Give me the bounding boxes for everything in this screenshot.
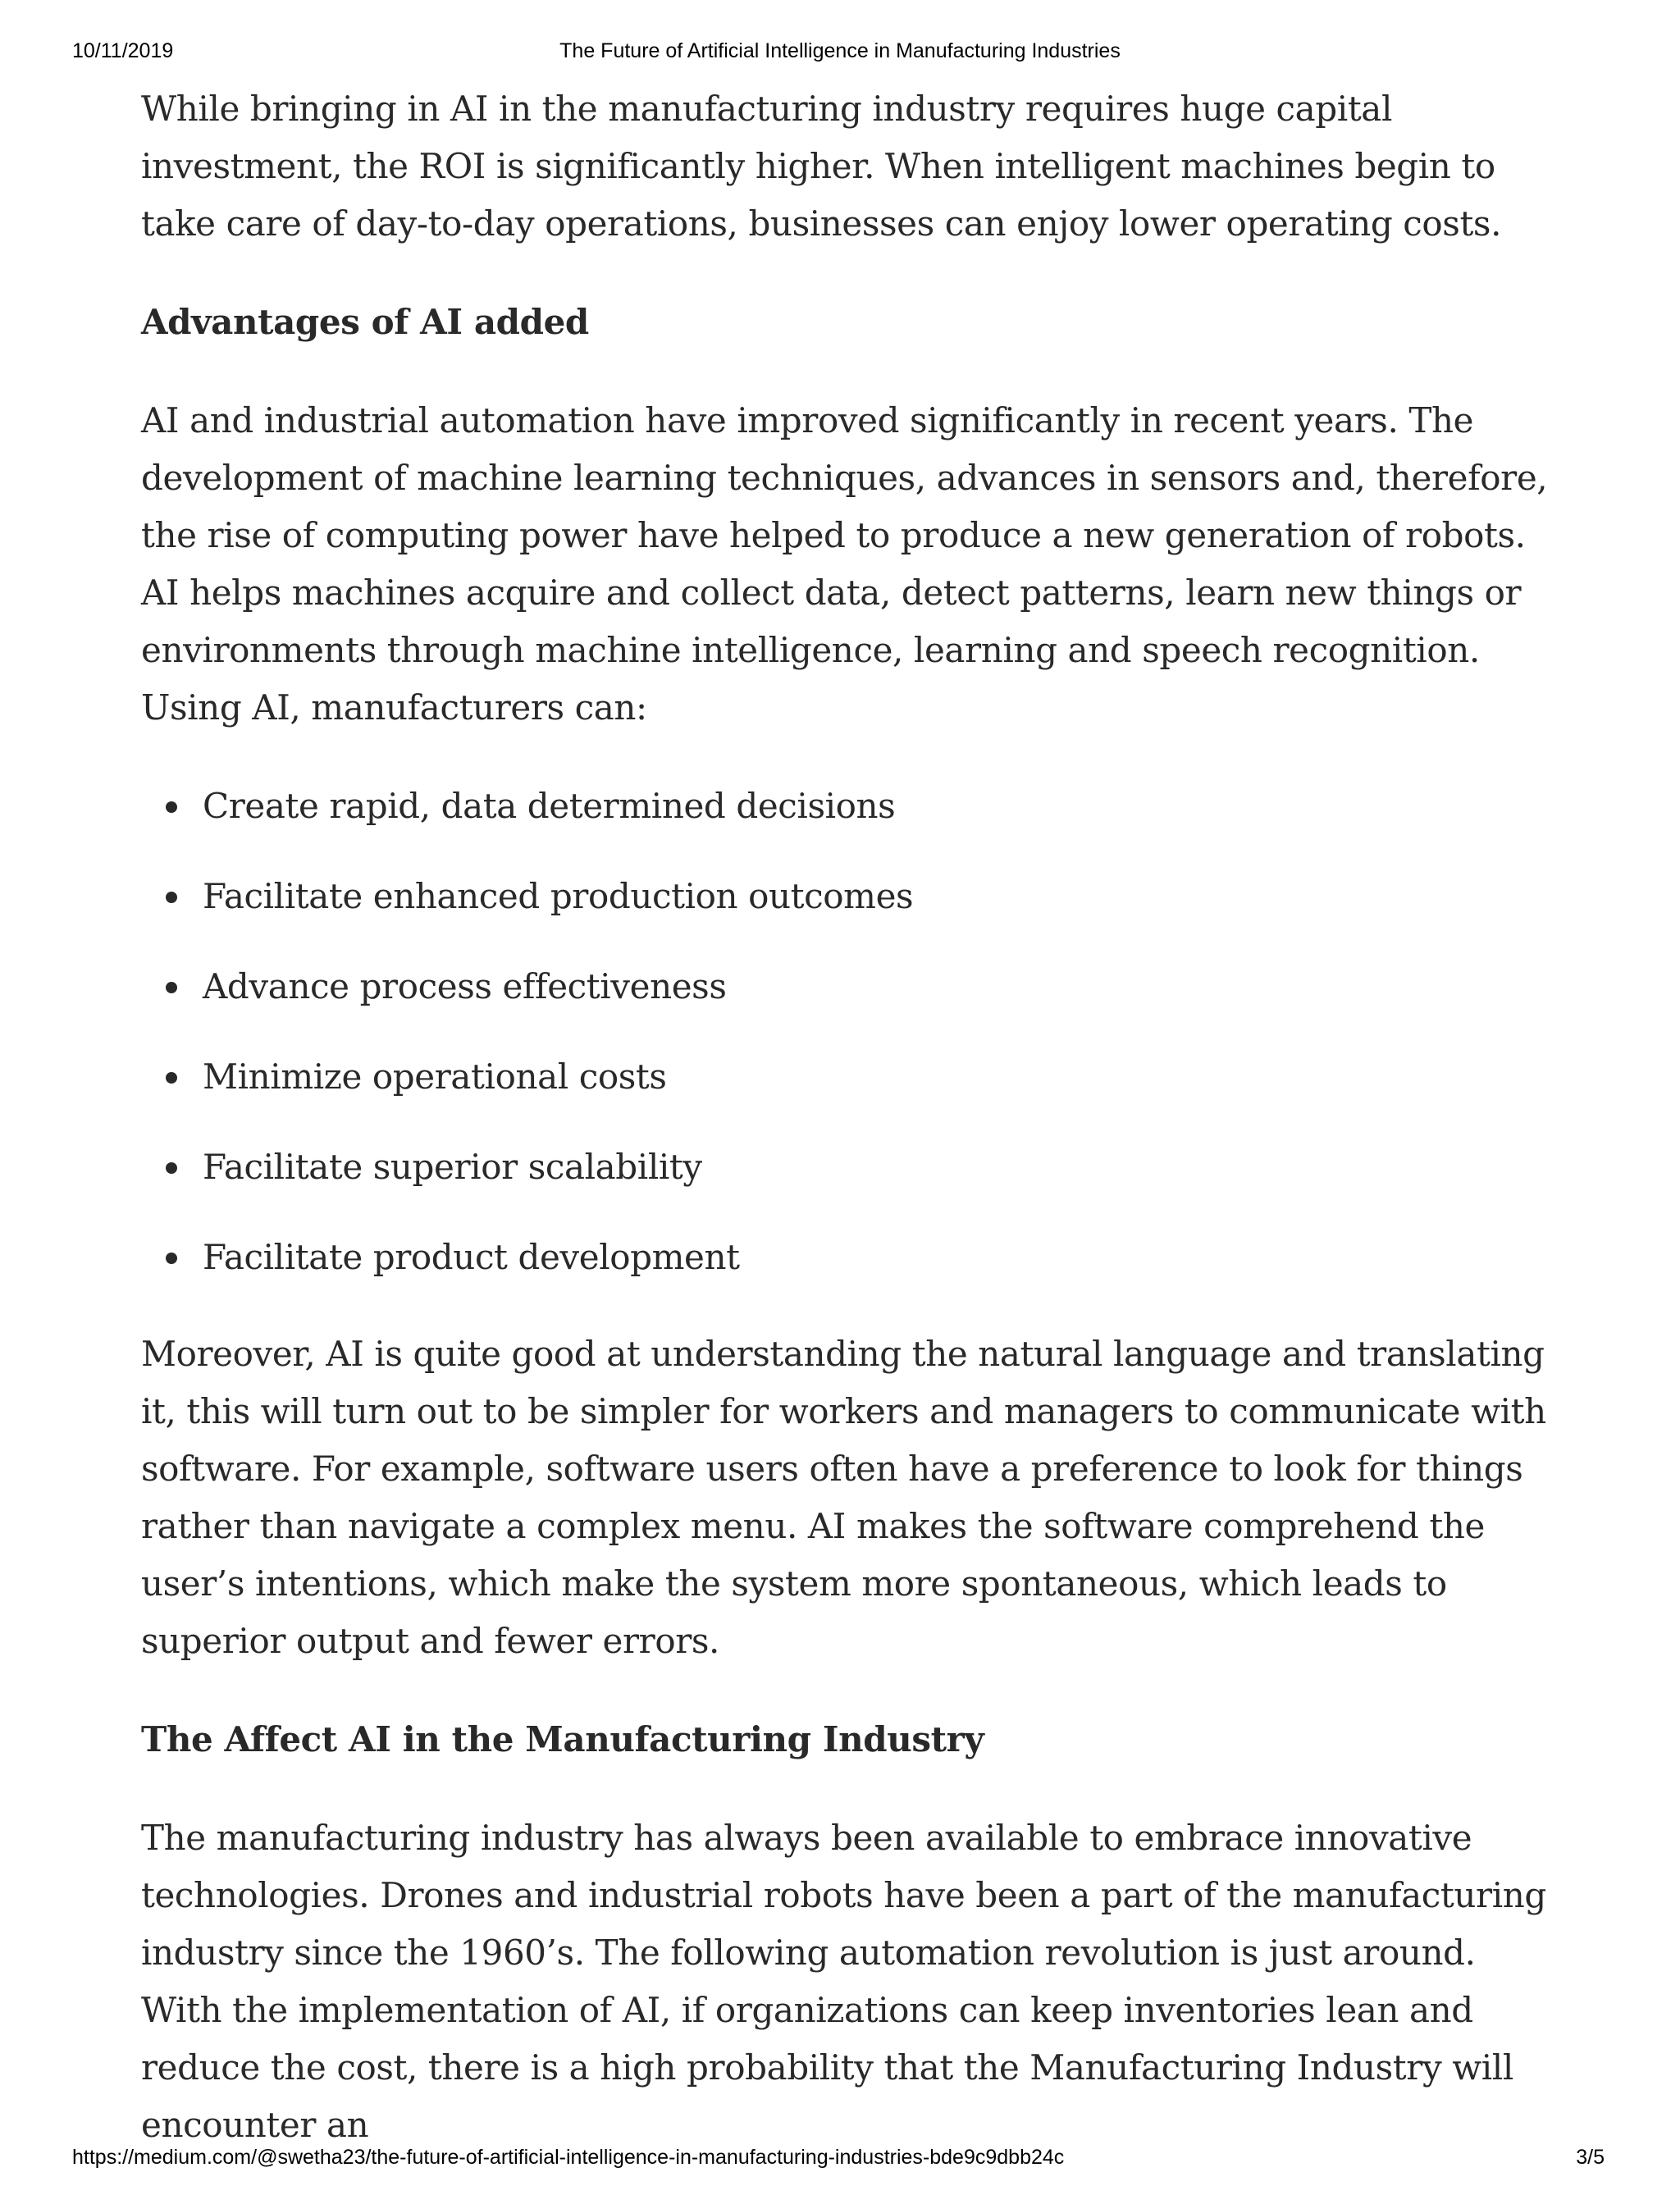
print-date: 10/11/2019: [72, 39, 174, 62]
heading-affect: The Affect AI in the Manufacturing Industry: [141, 1719, 984, 1759]
bullet-icon: [166, 1162, 177, 1174]
list-item-text: Facilitate enhanced production outcomes: [203, 876, 914, 916]
heading-advantages: Advantages of AI added: [141, 302, 589, 342]
list-item: [141, 1139, 1552, 1196]
list-item: [141, 778, 1552, 835]
advantages-paragraph: AI and industrial automation have improved significantly in recent years. The development of machine learning techniques, advances in sensors and, therefore, the rise of computing power have helped to produce a new generation of robots. AI helps machines acquire and collect data, detect patterns, learn new things or environments through machine intelligence, learning and speech recognition. Using AI, manufacturers can:: [141, 400, 1548, 728]
list-item-text: Minimize operational costs: [203, 1056, 667, 1097]
article-body: [141, 80, 1552, 2195]
print-footer: [0, 2146, 1680, 2174]
list-item: [141, 958, 1552, 1015]
list-item: [141, 1048, 1552, 1106]
bullet-icon: [166, 801, 177, 813]
print-header: [0, 39, 1680, 67]
source-url: https://medium.com/@swetha23/the-future-of-artificial-intelligence-in-manufacturing-industries-bde9c9dbb24c: [72, 2146, 1065, 2169]
list-item-text: Create rapid, data determined decisions: [203, 786, 896, 826]
bullet-icon: [166, 892, 177, 903]
page-number: 3/5: [1576, 2146, 1605, 2169]
print-page-title: The Future of Artificial Intelligence in Manufacturing Industries: [559, 39, 1121, 62]
list-item-text: Facilitate superior scalability: [203, 1147, 702, 1187]
affect-paragraph: The manufacturing industry has always been available to embrace innovative technologies. Drones and industrial robots have been a part of the manufacturing industry since the 1960’s. The following automation revolution is just around. With the implementation of AI, if organizations can keep inventories lean and reduce the cost, there is a high probability that the Manufacturing Industry will encounter an: [141, 1818, 1546, 2145]
bullet-icon: [166, 982, 177, 993]
moreover-paragraph: Moreover, AI is quite good at understanding the natural language and translating it, this will turn out to be simpler for workers and managers to communicate with software. For example, software users often have a preference to look for things rather than navigate a complex menu. AI makes the software comprehend the user’s intentions, which make the system more spontaneous, which leads to superior output and fewer errors.: [141, 1334, 1546, 1661]
bullet-icon: [166, 1072, 177, 1084]
list-item: [141, 868, 1552, 925]
intro-paragraph: While bringing in AI in the manufacturing industry requires huge capital investment, the ROI is significantly higher. When intelligent machines begin to take care of day-to-day operations, businesses can enjoy lower operating costs.: [141, 89, 1502, 244]
list-item-text: Facilitate product development: [203, 1237, 740, 1277]
list-item-text: Advance process effectiveness: [203, 966, 727, 1006]
bullet-icon: [166, 1253, 177, 1264]
list-item: [141, 1229, 1552, 1286]
advantages-list: [141, 778, 1552, 1286]
